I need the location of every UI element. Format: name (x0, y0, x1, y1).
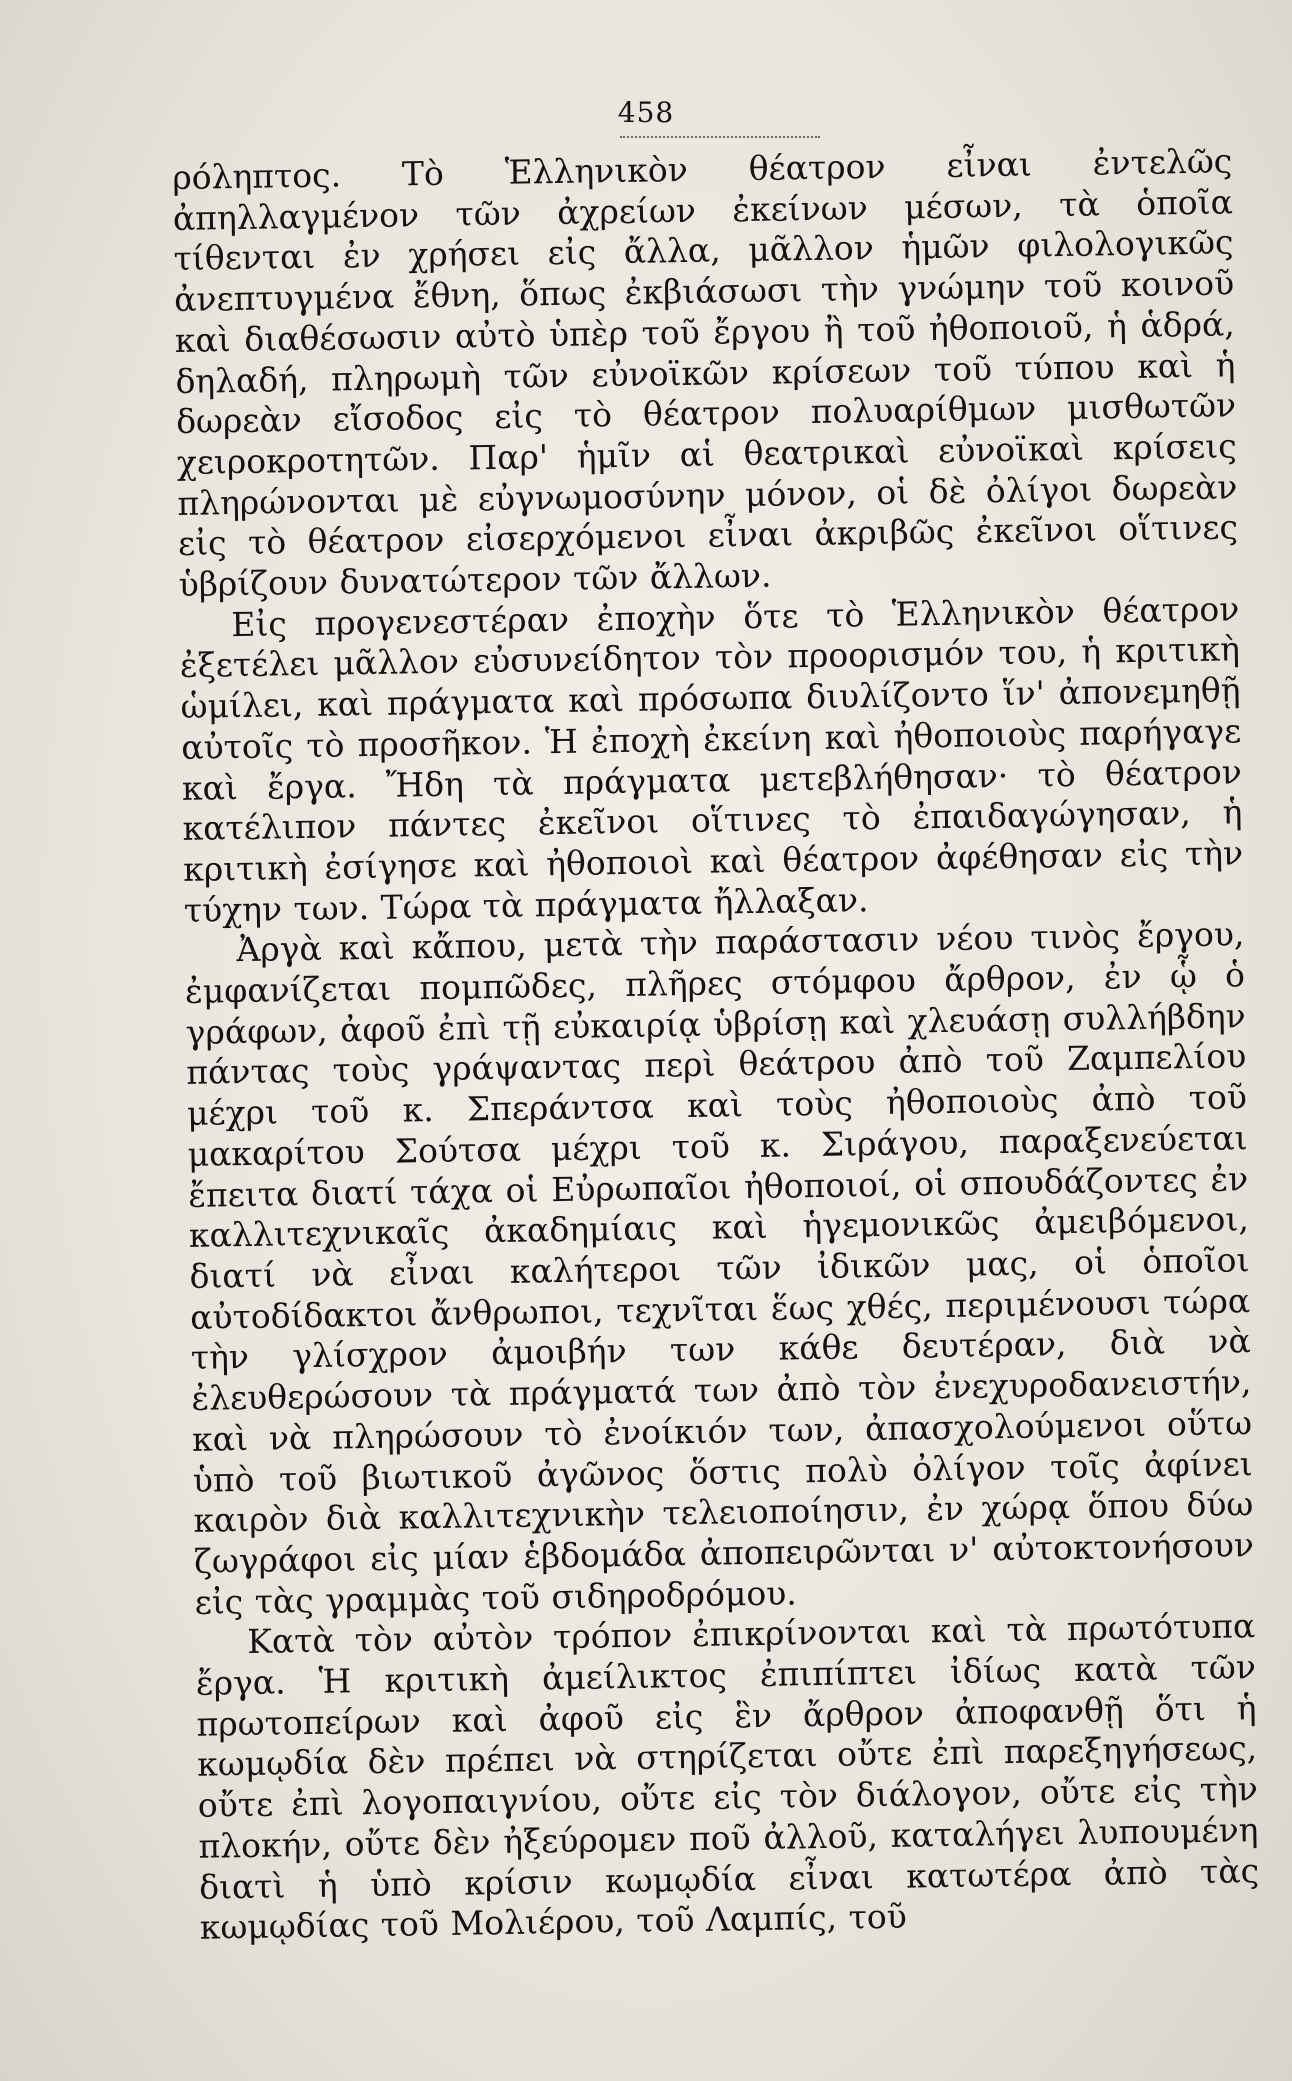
body-text (172, 141, 1260, 1948)
page-number-underline (620, 136, 820, 138)
paragraph-critics-articles: Ἀργὰ καὶ κἄπου, μετὰ τὴν παράστασιν νέου τινὸς ἔργου, ἐμφανίζεται πομπῶδες, πλῆρες στόμφου ἄρθρον, ἐν ᾧ ὁ γράφων, ἀφοῦ ἐπὶ τῇ εὐκαιρίᾳ ὑβρίσῃ καὶ χλευάσῃ συλλήβδην πάντας τοὺς γράψαντας περὶ θεάτρου ἀπὸ τοῦ Ζαμπελίου μέχρι τοῦ κ. Σπεράντσα καὶ τοὺς ἠθοποιοὺς ἀπὸ τοῦ μακαρίτου Σούτσα μέχρι τοῦ κ. Σιράγου, παραξενεύεται ἔπειτα διατί τάχα οἱ Εὐρωπαῖοι ἠθοποιοί, οἱ σπουδάζοντες ἐν καλλιτεχνικαῖς ἀκαδημίαις καὶ ἡγεμονικῶς ἀμειβόμενοι, διατί νὰ εἶναι καλήτεροι τῶν ἰδικῶν μας, οἱ ὁποῖοι αὐτοδίδακτοι ἄνθρωποι, τεχνῖται ἕως χθές, περιμένουσι τώρα τὴν γλίσχρον ἀμοιβήν των κάθε δευτέραν, διὰ νὰ ἐλευθερώσουν τὰ πράγματά των ἀπὸ τὸν ἐνεχυροδανειστήν, καὶ νὰ πληρώσουν τὸ ἐνοίκιόν των, ἀπασχολούμενοι οὕτω ὑπὸ τοῦ βιωτικοῦ ἀγῶνος ὅστις πολὺ ὀλίγον τοῖς ἀφίνει καιρὸν διὰ καλλιτεχνικὴν τελειοποίησιν, ἐν χώρᾳ ὅπου δύω ζωγράφοι εἰς μίαν ἑβδομάδα ἀποπειρῶνται ν' αὐτοκτονήσουν εἰς τὰς γραμμὰς τοῦ σιδηροδρόμου. (184, 914, 1255, 1622)
paragraph-original-works: Κατὰ τὸν αὐτὸν τρόπον ἐπικρίνονται καὶ τὰ πρωτότυπα ἔργα. Ἡ κριτικὴ ἀμείλικτος ἐπιπίπτει ἰδίως κατὰ τῶν πρωτοπείρων καὶ ἀφοῦ εἰς ἓν ἄρθρον ἀποφανθῇ ὅτι ἡ κωμῳδία δὲν πρέπει νὰ στηρίζεται οὔτε ἐπὶ παρεξηγήσεως, οὔτε ἐπὶ λογοπαιγνίου, οὔτε εἰς τὸν διάλογον, οὔτε εἰς τὴν πλοκήν, οὔτε δὲν ἠξεύρομεν ποῦ ἀλλοῦ, καταλήγει λυπουμένη διατὶ ἡ ὑπὸ κρίσιν κωμῳδία εἶναι κατωτέρα ἀπὸ τὰς κωμῳδίας τοῦ Μολιέρου, τοῦ Λαμπίς, τοῦ (195, 1606, 1260, 1948)
page-number: 458 (617, 96, 675, 129)
paragraph-continuation: ρόληπτος. Τὸ Ἑλληνικὸν θέατρον εἶναι ἐντελῶς ἀπηλλαγμένον τῶν ἀχρείων ἐκείνων μέσων, τὰ ὁποῖα τίθενται ἐν χρήσει εἰς ἄλλα, μᾶλλον ἡμῶν φιλολογικῶς ἀνεπτυγμένα ἔθνη, ὅπως ἐκβιάσωσι τὴν γνώμην τοῦ κοινοῦ καὶ διαθέσωσιν αὐτὸ ὑπὲρ τοῦ ἔργου ἢ τοῦ ἠθοποιοῦ, ἡ ἁδρά, δηλαδή, πληρωμὴ τῶν εὐνοϊκῶν κρίσεων τοῦ τύπου καὶ ἡ δωρεὰν εἴσοδος εἰς τὸ θέατρον πολυαρίθμων μισθωτῶν χειροκροτητῶν. Παρ' ἡμῖν αἱ θεατρικαὶ εὐνοϊκαὶ κρίσεις πληρώνονται μὲ εὐγνωμοσύνην μόνον, οἱ δὲ ὀλίγοι δωρεὰν εἰς τὸ θέατρον εἰσερχόμενοι εἶναι ἀκριβῶς ἐκεῖνοι οἵτινες ὑβρίζουν δυνατώτερον τῶν ἄλλων. (172, 141, 1239, 604)
paragraph-earlier-era: Εἰς προγενεστέραν ἐποχὴν ὅτε τὸ Ἑλληνικὸν θέατρον ἐξετέλει μᾶλλον εὐσυνείδητον τὸν προορισμόν του, ἡ κριτικὴ ὡμίλει, καὶ πράγματα καὶ πρόσωπα διυλίζοντο ἵν' ἀπονεμηθῇ αὐτοῖς τὸ προσῆκον. Ἡ ἐποχὴ ἐκείνη καὶ ἠθοποιοὺς παρήγαγε καὶ ἔργα. Ἤδη τὰ πράγματα μετεβλήθησαν· τὸ θέατρον κατέλιπον πάντες ἐκεῖνοι οἵτινες τὸ ἐπαιδαγώγησαν, ἡ κριτικὴ ἐσίγησε καὶ ἠθοποιοὶ καὶ θέατρον ἀφέθησαν εἰς τὴν τύχην των. Τώρα τὰ πράγματα ἤλλαξαν. (179, 589, 1244, 930)
